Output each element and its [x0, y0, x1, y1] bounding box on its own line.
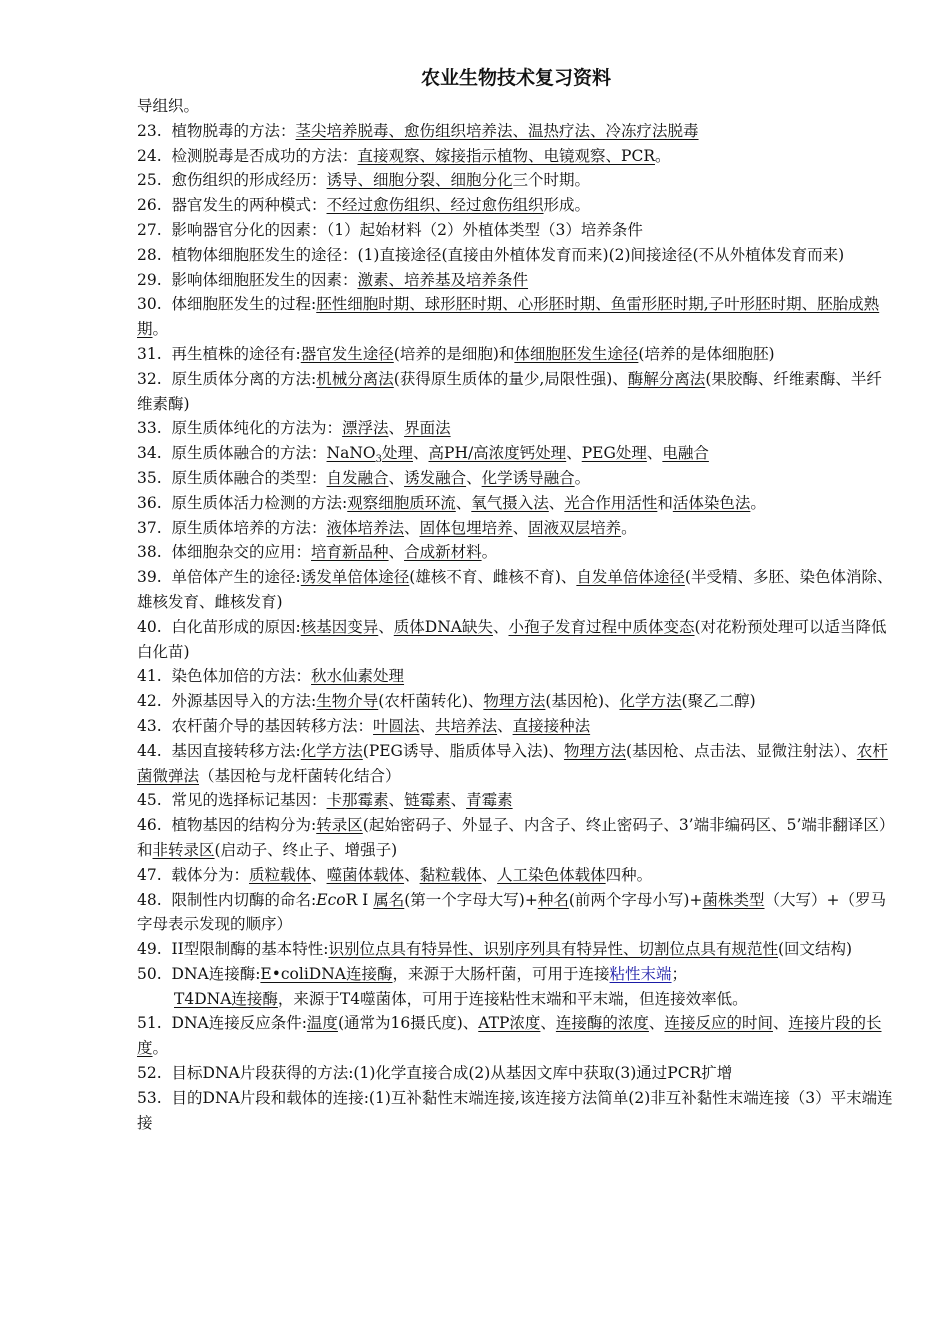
item-35: 35. 原生质体融合的类型：自发融合、诱发融合、化学诱导融合。: [137, 468, 591, 487]
item-33: 33. 原生质体纯化的方法为：漂浮法、界面法: [137, 419, 451, 438]
item-50-continued: T4DNA连接酶，来源于T4噬菌体，可用于连接粘性末端和平末端，但连接效率低。: [174, 989, 748, 1008]
item-40: 40. 白化苗形成的原因:核基因变异、质体DNA缺失、小孢子发育过程中质体变态(对花粉预处理可以适当降低白化苗): [137, 617, 887, 661]
item-38: 38. 体细胞杂交的应用：培育新品种、合成新材料。: [137, 543, 498, 562]
item-25: 25. 愈伤组织的形成经历：诱导、细胞分裂、细胞分化三个时期。: [137, 171, 591, 190]
item-31: 31. 再生植株的途径有:器官发生途径(培养的是细胞)和体细胞胚发生途径(培养的是体细胞胚): [137, 344, 775, 363]
item-26: 26. 器官发生的两种模式：不经过愈伤组织、经过愈伤组织形成。: [137, 196, 591, 215]
item-28: 28. 植物体细胞胚发生的途径：(1)直接途径(直接由外植体发育而来)(2)间接途径(不从外植体发育而来): [137, 245, 845, 264]
item-46: 46. 植物基因的结构分为:转录区(起始密码子、外显子、内含子、终止密码子、3’端非编码区、5’端非翻译区）和非转录区(启动子、终止子、增强子): [137, 816, 895, 859]
item-36: 36. 原生质体活力检测的方法:观察细胞质环流、氧气摄入法、光合作用活性和活体染色法。: [137, 493, 766, 512]
item-37: 37. 原生质体培养的方法：液体培养法、固体包埋培养、固液双层培养。: [137, 518, 637, 537]
item-23: 23. 植物脱毒的方法：茎尖培养脱毒、愈伤组织培养法、温热疗法、冷冻疗法脱毒: [137, 121, 699, 140]
item-27: 27. 影响器官分化的因素：（1）起始材料（2）外植体类型（3）培养条件: [137, 220, 643, 239]
item-53: 53. 目的DNA片段和载体的连接:(1)互补黏性末端连接,该连接方法简单(2)非互补黏性末端连接（3）平末端连接: [137, 1088, 893, 1132]
item-51: 51. DNA连接反应条件:温度(通常为16摄氏度)、ATP浓度、连接酶的浓度、连接反应的时间、连接片段的长度。: [137, 1014, 882, 1058]
item-50: 50. DNA连接酶:E•coliDNA连接酶，来源于大肠杆菌，可用于连接粘性末端；: [137, 964, 688, 983]
item-29: 29. 影响体细胞胚发生的因素：激素、培养基及培养条件: [137, 270, 529, 289]
item-52: 52. 目标DNA片段获得的方法:(1)化学直接合成(2)从基因文库中获取(3)通过PCR扩增: [137, 1064, 733, 1083]
document-title: 农业生物技术复习资料: [420, 67, 611, 89]
item-30: 30. 体细胞胚发生的过程:胚性细胞时期、球形胚时期、心形胚时期、鱼雷形胚时期,子叶形胚时期、胚胎成熟期。: [137, 295, 880, 339]
item-43: 43. 农杆菌介导的基因转移方法：叶圆法、共培养法、直接接种法: [137, 716, 591, 735]
item-45: 45. 常见的选择标记基因：卡那霉素、链霉素、青霉素: [137, 791, 513, 810]
item-39: 39. 单倍体产生的途径:诱发单倍体途径(雄核不育、雌核不育)、自发单倍体途径(半受精、多胚、染色体消除、雄核发育、雌核发育): [137, 568, 893, 611]
item-32: 32. 原生质体分离的方法:机械分离法(获得原生质体的量少,局限性强)、酶解分离法(果胶酶、纤维素酶、半纤维素酶): [137, 369, 882, 413]
item-24: 24. 检测脱毒是否成功的方法：直接观察、嫁接指示植物、电镜观察、PCR。: [137, 146, 671, 165]
line-0: 导组织。: [137, 97, 200, 115]
item-34: 34. 原生质体融合的方法：NaNO$_3$处理、高PH/高浓度钙处理、PEG处理、电融合: [137, 444, 709, 466]
item-49: 49. II型限制酶的基本特性:识别位点具有特异性、识别序列具有特异性、切割位点具有规范性(回文结构): [137, 940, 853, 959]
item-48: 48. 限制性内切酶的命名:EcoR Ⅰ 属名(第一个字母大写)+种名(前两个字母小写)+菌株类型（大写）+（罗马字母表示发现的顺序）: [137, 890, 886, 934]
item-41: 41. 染色体加倍的方法：秋水仙素处理: [137, 667, 405, 686]
document-page: [137, 64, 895, 1135]
sticky-end-link[interactable]: 粘性末端: [609, 964, 672, 983]
item-47: 47. 载体分为：质粒载体、噬菌体载体、黏粒载体、人工染色体载体四种。: [137, 865, 653, 884]
item-44: 44. 基因直接转移方法:化学方法(PEG诱导、脂质体导入法)、物理方法(基因枪、点击法、显微注射法）、农杆菌微弹法（基因枪与龙杆菌转化结合）: [137, 741, 888, 785]
item-42: 42. 外源基因导入的方法:生物介导(农杆菌转化)、物理方法(基因枪)、化学方法(聚乙二醇): [137, 692, 756, 711]
